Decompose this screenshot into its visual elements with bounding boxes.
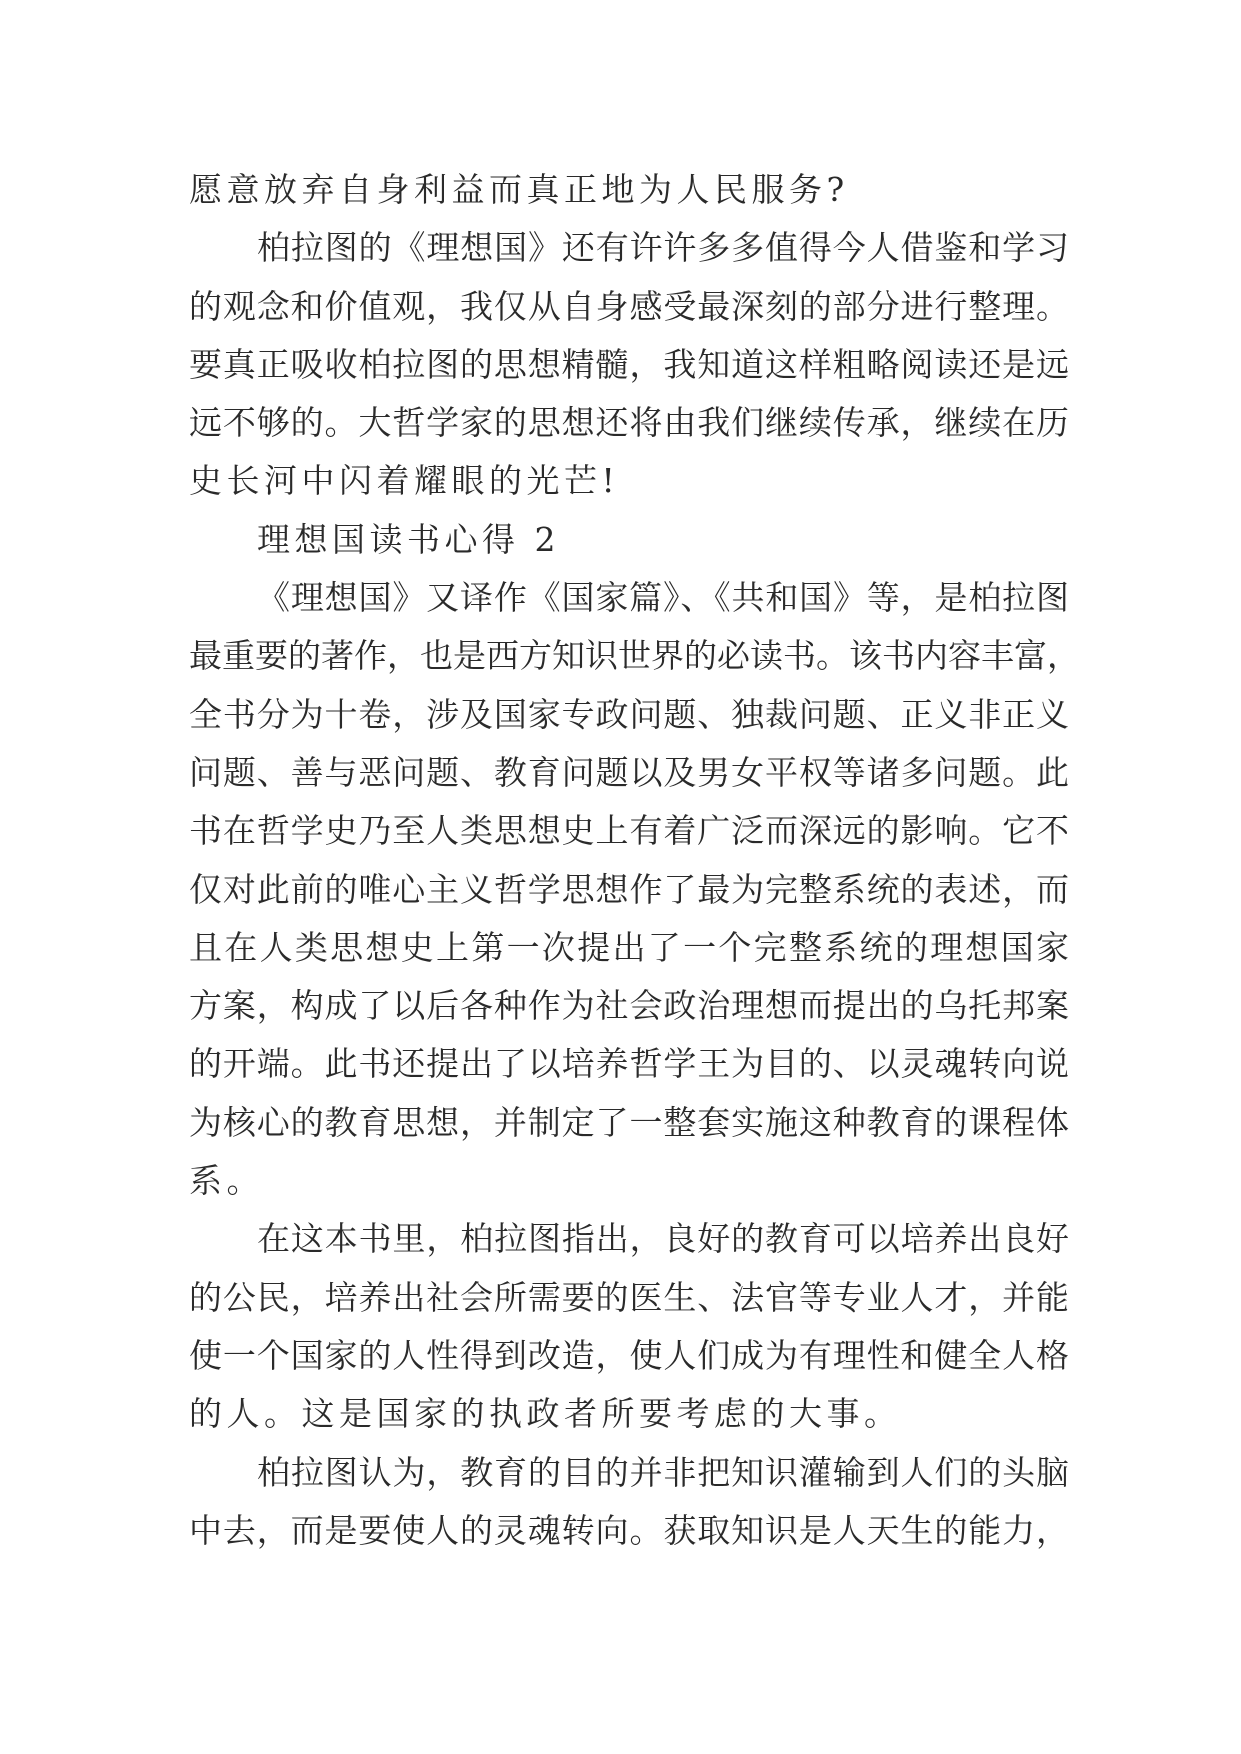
text-line: 理想国读书心得 2 <box>257 519 560 559</box>
text-line: 中去，而是要使人的灵魂转向。获取知识是人天生的能力， <box>189 1510 1069 1550</box>
text-line: 的公民，培养出社会所需要的医生、法官等专业人才，并能 <box>189 1277 1069 1317</box>
text-line: 全书分为十卷，涉及国家专政问题、独裁问题、正义非正义 <box>189 694 1069 734</box>
text-line: 柏拉图认为，教育的目的并非把知识灌输到人们的头脑 <box>257 1452 1069 1492</box>
text-line: 的观念和价值观，我仅从自身感受最深刻的部分进行整理。 <box>189 286 1069 326</box>
document-body <box>189 161 1080 1560</box>
text-line: 为核心的教育思想，并制定了一整套实施这种教育的课程体 <box>189 1102 1069 1142</box>
text-line: 仅对此前的唯心主义哲学思想作了最为完整系统的表述，而 <box>189 869 1069 909</box>
text-line: 的开端。此书还提出了以培养哲学王为目的、以灵魂转向说 <box>189 1044 1069 1084</box>
text-line: 的人。这是国家的执政者所要考虑的大事。 <box>189 1394 902 1434</box>
text-line: 史长河中闪着耀眼的光芒! <box>189 461 620 501</box>
text-line: 方案，构成了以后各种作为社会政治理想而提出的乌托邦案 <box>189 986 1069 1026</box>
text-line: 书在哲学史乃至人类思想史上有着广泛而深远的影响。它不 <box>189 811 1069 851</box>
text-line: 柏拉图的《理想国》还有许许多多值得今人借鉴和学习 <box>257 228 1069 268</box>
text-line: 且在人类思想史上第一次提出了一个完整系统的理想国家 <box>189 927 1069 967</box>
text-line: 使一个国家的人性得到改造，使人们成为有理性和健全人格 <box>189 1335 1069 1375</box>
text-line: 系。 <box>189 1161 264 1201</box>
text-line: 愿意放弃自身利益而真正地为人民服务? <box>189 170 849 209</box>
text-line: 《理想国》又译作《国家篇》、《共和国》等，是柏拉图 <box>257 578 1069 618</box>
text-line: 最重要的著作，也是西方知识世界的必读书。该书内容丰富， <box>189 636 1080 676</box>
text-line: 在这本书里，柏拉图指出，良好的教育可以培养出良好 <box>257 1219 1069 1259</box>
text-line: 远不够的。大哲学家的思想还将由我们继续传承，继续在历 <box>189 403 1069 443</box>
text-line: 问题、善与恶问题、教育问题以及男女平权等诸多问题。此 <box>189 752 1069 792</box>
text-line: 要真正吸收柏拉图的思想精髓，我知道这样粗略阅读还是远 <box>189 344 1069 384</box>
